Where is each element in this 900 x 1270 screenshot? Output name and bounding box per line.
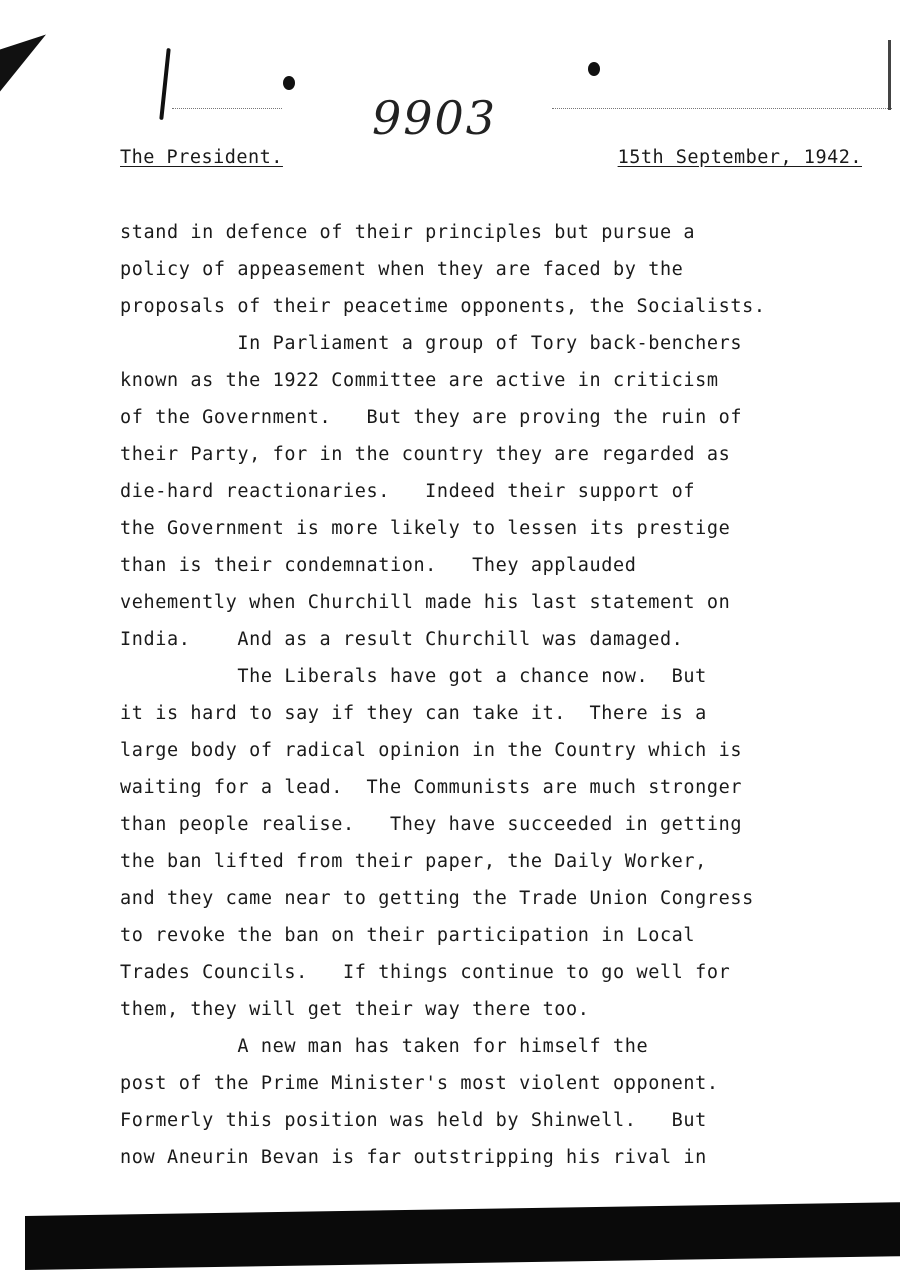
edge-mark: [888, 40, 891, 110]
body-line: Formerly this position was held by Shinwell. But: [120, 1110, 707, 1131]
body-line: the ban lifted from their paper, the Daily Worker,: [120, 851, 707, 872]
body-line: than people realise. They have succeeded in getting: [120, 814, 743, 835]
body-line: of the Government. But they are proving the ruin of: [120, 407, 743, 428]
body-line: it is hard to say if they can take it. There is a: [120, 703, 707, 724]
body-line: post of the Prime Minister's most violent opponent.: [120, 1073, 719, 1094]
body-line: waiting for a lead. The Communists are much stronger: [120, 777, 743, 798]
body-line: than is their condemnation. They applauded: [120, 555, 637, 576]
faint-rule: [172, 108, 282, 110]
body-line: their Party, for in the country they are regarded as: [120, 444, 731, 465]
punch-hole-dot: [588, 62, 600, 76]
scan-edge-band: [25, 1202, 900, 1270]
faint-rule: [552, 108, 892, 110]
recipient-heading: The President.: [120, 147, 283, 168]
body-line: Trades Councils. If things continue to go well for: [120, 962, 731, 983]
body-line: large body of radical opinion in the Country which is: [120, 740, 743, 761]
body-line: In Parliament a group of Tory back-benchers: [120, 333, 743, 354]
body-line: stand in defence of their principles but pursue a: [120, 222, 696, 243]
corner-scan-mark: [0, 35, 46, 92]
letter-body: [120, 214, 870, 1176]
body-line: India. And as a result Churchill was damaged.: [120, 629, 684, 650]
body-line: now Aneurin Bevan is far outstripping his rival in: [120, 1147, 707, 1168]
body-line: die-hard reactionaries. Indeed their support of: [120, 481, 696, 502]
punch-hole-dot: [283, 76, 295, 90]
body-line: and they came near to getting the Trade Union Congress: [120, 888, 754, 909]
body-line: them, they will get their way there too.: [120, 999, 590, 1020]
body-line: to revoke the ban on their participation in Local: [120, 925, 696, 946]
body-line: policy of appeasement when they are faced by the: [120, 259, 684, 280]
body-line: known as the 1922 Committee are active in criticism: [120, 370, 719, 391]
date-heading: 15th September, 1942.: [617, 147, 862, 168]
body-line: The Liberals have got a chance now. But: [120, 666, 707, 687]
body-line: the Government is more likely to lessen its prestige: [120, 518, 731, 539]
handwritten-stroke: [159, 48, 171, 120]
archive-number-handwritten: 9903: [372, 91, 498, 145]
body-line: A new man has taken for himself the: [120, 1036, 649, 1057]
body-line: vehemently when Churchill made his last statement on: [120, 592, 731, 613]
body-line: proposals of their peacetime opponents, the Socialists.: [120, 296, 766, 317]
